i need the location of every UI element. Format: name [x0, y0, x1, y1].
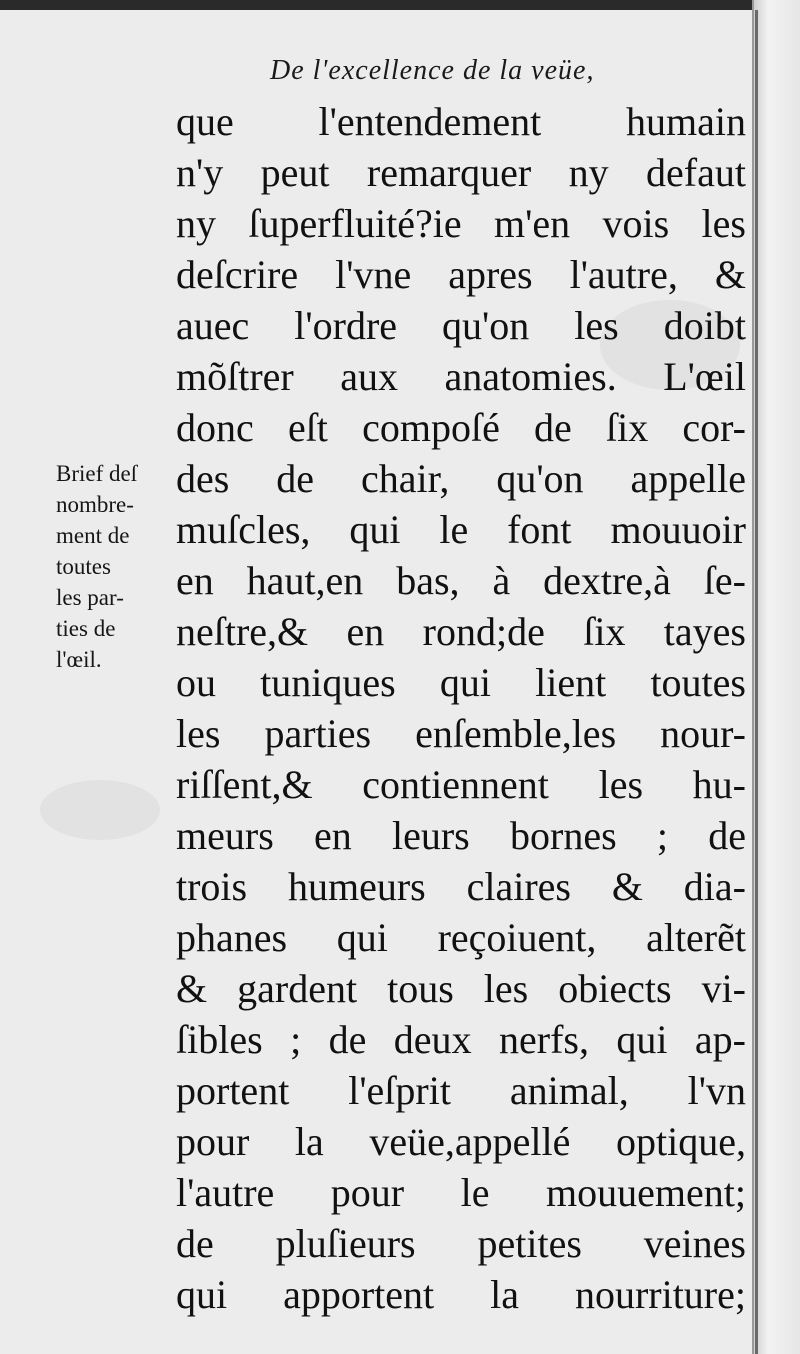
- text-line: portent l'eſprit animal, l'vn: [176, 1068, 746, 1113]
- margin-note-line: ment de: [56, 523, 130, 548]
- margin-note-line: les par-: [56, 585, 124, 610]
- page-fore-edge: [752, 0, 800, 1354]
- text-line: & gardent tous les obiects vi-: [176, 966, 746, 1011]
- text-line: riſſent,& contiennent les hu-: [176, 762, 746, 807]
- margin-note-line: Brief deſ: [56, 461, 138, 486]
- margin-note-line: ties de: [56, 616, 116, 641]
- body-text: [176, 96, 746, 1320]
- text-line: ny ſuperfluité?ie m'en vois les: [176, 201, 746, 246]
- text-line: les parties enſemble,les nour-: [176, 711, 746, 756]
- text-line: trois humeurs claires & dia-: [176, 864, 746, 909]
- page-gutter-line: [755, 10, 758, 1354]
- text-line: qui apportent la nourriture;: [176, 1272, 746, 1317]
- margin-note-line: nombre-: [56, 492, 134, 517]
- margin-note-line: l'œil.: [56, 647, 102, 672]
- text-line: n'y peut remarquer ny defaut: [176, 150, 746, 195]
- text-line: meurs en leurs bornes ; de: [176, 813, 746, 858]
- margin-note-line: toutes: [56, 554, 111, 579]
- text-line: l'autre pour le mouuement;: [176, 1170, 746, 1215]
- paper-stain: [40, 780, 160, 840]
- text-line: que l'entendement humain: [176, 99, 746, 144]
- text-line: donc eſt compoſé de ſix cor-: [176, 405, 746, 450]
- text-line: des de chair, qu'on appelle: [176, 456, 746, 501]
- text-line: neſtre,& en rond;de ſix tayes: [176, 609, 746, 654]
- text-line: phanes qui reçoiuent, alterẽt: [176, 915, 746, 960]
- text-line: pour la veüe,appellé optique,: [176, 1119, 746, 1164]
- margin-note: [56, 458, 184, 675]
- text-line: ou tuniques qui lient toutes: [176, 660, 746, 705]
- page-top-border: [0, 0, 800, 10]
- running-head: De l'excellence de la veüe,: [270, 55, 595, 86]
- text-line: ſibles ; de deux nerfs, qui ap-: [176, 1017, 746, 1062]
- text-line: auec l'ordre qu'on les doibt: [176, 303, 746, 348]
- text-line: muſcles, qui le font mouuoir: [176, 507, 746, 552]
- text-line: mõſtrer aux anatomies. L'œil: [176, 354, 746, 399]
- text-line: en haut,en bas, à dextre,à ſe-: [176, 558, 746, 603]
- text-line: deſcrire l'vne apres l'autre, &: [176, 252, 746, 297]
- text-line: de pluſieurs petites veines: [176, 1221, 746, 1266]
